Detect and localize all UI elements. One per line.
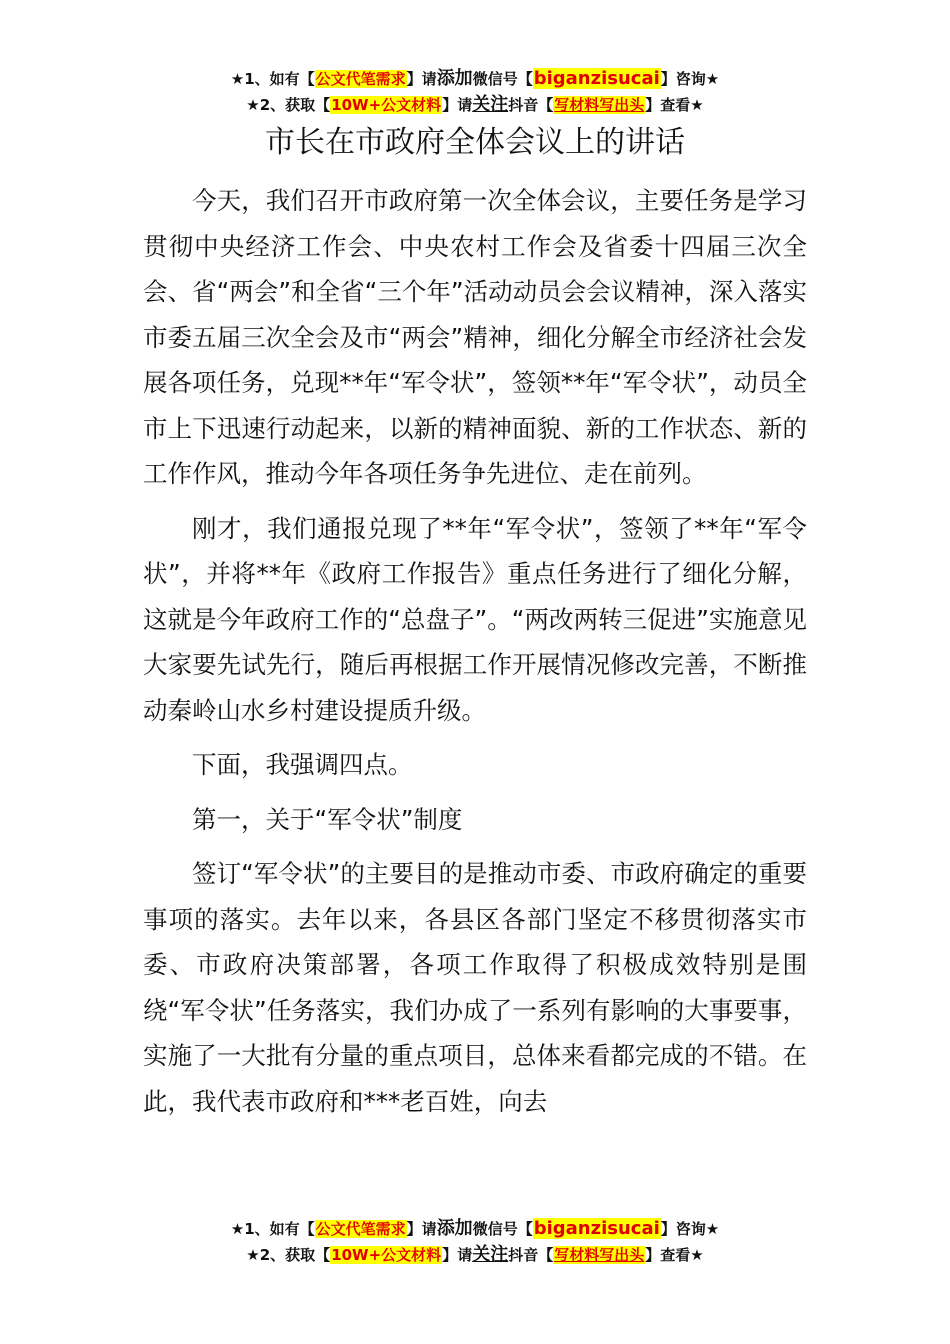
banner-emphasis: 添加 [436, 1218, 473, 1239]
banner-highlight-service: 公文代笔需求 [315, 70, 406, 88]
paragraph: 今天，我们召开市政府第一次全体会议，主要任务是学习贯彻中央经济工作会、中央农村工作会及省委十四届三次全会、省“两会”和全省“三个年”活动动员会会议精神，深入落实市委五届三次全会及市“两会”精神，细化分解全市经济社会发展各项任务，兑现**年“军令状”，签领**年“军令状”，动员全市上下迅速行动起来，以新的精神面貌、新的工作状态、新的工作作风，推动今年各项任务争先进位、走在前列。 [143, 186, 807, 488]
banner-line-1 [0, 1216, 950, 1242]
banner-text: 】请 [406, 1220, 437, 1238]
banner-text: 】请 [406, 70, 437, 88]
banner-douyin-account[interactable]: 写材料写出头 [554, 96, 645, 114]
footer-banner [0, 1216, 950, 1268]
document-title: 市长在市政府全体会议上的讲话 [265, 125, 685, 160]
banner-douyin-account[interactable]: 写材料写出头 [554, 1246, 645, 1264]
paragraph: 签订“军令状”的主要目的是推动市委、市政府确定的重要事项的落实。去年以来，各县区各部门坚定不移贯彻落实市委、市政府决策部署，各项工作取得了积极成效特别是围绕“军令状”任务落实，我们办成了一系列有影响的大事要事，实施了一大批有分量的重点项目，总体来看都完成的不错。在此，我代表市政府和***老百姓，向去 [143, 859, 807, 1116]
paragraph: 刚才，我们通报兑现了**年“军令状”，签领了**年“军令状”，并将**年《政府工作报告》重点任务进行了细化分解，这就是今年政府工作的“总盘子”。“两改两转三促进”实施意见大家要先试先行，随后再根据工作开展情况修改完善，不断推动秦岭山水乡村建设提质升级。 [143, 513, 807, 725]
banner-text: ★1、如有【 [230, 70, 315, 88]
header-banner [0, 66, 950, 118]
banner-line-2 [0, 1242, 950, 1268]
banner-text: 】咨询★ [660, 70, 720, 88]
banner-line-2 [0, 92, 950, 118]
banner-line-1 [0, 66, 950, 92]
banner-text: 抖音【 [508, 1246, 554, 1264]
banner-highlight-materials: 10W+公文材料 [331, 1246, 442, 1264]
banner-highlight-service: 公文代笔需求 [315, 1220, 406, 1238]
banner-text: ★1、如有【 [230, 1220, 315, 1238]
banner-text: 微信号【 [472, 70, 533, 88]
banner-emphasis: 添加 [436, 68, 473, 89]
banner-emphasis: 关注 [472, 94, 509, 115]
banner-emphasis: 关注 [472, 1244, 509, 1265]
banner-text: 】请 [442, 96, 473, 114]
banner-highlight-materials: 10W+公文材料 [331, 96, 442, 114]
banner-text: 微信号【 [472, 1220, 533, 1238]
banner-text: 】查看★ [645, 1246, 704, 1264]
banner-text: 抖音【 [508, 96, 554, 114]
banner-text: ★2、获取【 [246, 1246, 331, 1264]
banner-text: 】请 [442, 1246, 473, 1264]
paragraph: 下面，我强调四点。 [192, 750, 413, 779]
banner-text: 】查看★ [645, 96, 704, 114]
banner-wechat-id: biganzisucai [533, 1218, 660, 1239]
section-heading: 第一，关于“军令状”制度 [192, 804, 463, 834]
banner-text: 】咨询★ [660, 1220, 720, 1238]
document-body [143, 178, 807, 1133]
banner-text: ★2、获取【 [246, 96, 331, 114]
banner-wechat-id: biganzisucai [533, 68, 660, 89]
